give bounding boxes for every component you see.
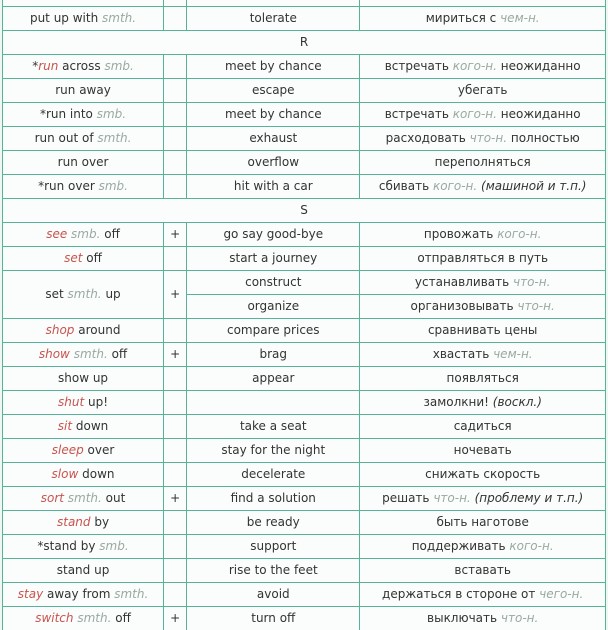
meaning-cell: go say good-bye (187, 223, 360, 247)
text-segment: кого-н. (509, 538, 554, 553)
plus-cell (164, 391, 187, 415)
plus-cell (164, 415, 187, 439)
plus-cell: + (164, 607, 187, 630)
plus-cell (164, 151, 187, 175)
text-segment: smth. (77, 610, 112, 625)
text-segment: up! (84, 394, 109, 409)
plus-cell (164, 367, 187, 391)
meaning-cell (187, 391, 360, 415)
verb-cell (3, 103, 164, 127)
text-segment: switch (35, 610, 74, 625)
meaning-cell: exhaust (187, 127, 360, 151)
table-row (3, 127, 606, 151)
text-segment: вставать (454, 562, 511, 577)
text-segment: out (101, 490, 126, 505)
plus-cell (164, 535, 187, 559)
section-letter-cell: R (3, 31, 606, 55)
table-row (3, 367, 606, 391)
verb-cell (3, 247, 164, 271)
text-segment: *stand by (37, 538, 100, 553)
text-segment: by (90, 514, 110, 529)
translation-cell (360, 463, 606, 487)
plus-cell: + (164, 487, 187, 511)
text-segment: smth. (102, 10, 137, 25)
text-segment: поддерживать (411, 538, 510, 553)
text-segment: сбивать (378, 178, 433, 193)
text-segment: *run over (38, 178, 99, 193)
text-segment: off (100, 226, 120, 241)
text-segment: чего-н. (539, 586, 584, 601)
text-segment: встречать (384, 58, 453, 73)
text-segment: smth. (67, 286, 102, 301)
verb-cell (3, 343, 164, 367)
text-segment: show (38, 346, 70, 361)
plus-cell (164, 55, 187, 79)
text-segment: down (78, 466, 115, 481)
text-segment: убегать (457, 82, 508, 97)
table-row (3, 559, 606, 583)
verb-cell (3, 415, 164, 439)
text-segment: put up with (29, 10, 103, 25)
text-segment: shop (45, 322, 75, 337)
text-segment: снижать скорость (425, 466, 541, 481)
meaning-cell: turn off (187, 607, 360, 630)
table-row (3, 7, 606, 31)
meaning-cell: rise to the feet (187, 559, 360, 583)
meaning-cell: escape (187, 79, 360, 103)
text-segment: smb. (96, 106, 127, 121)
table-row (3, 607, 606, 630)
text-segment: переполняться (434, 154, 531, 169)
text-segment: run over (57, 154, 109, 169)
text-segment: smb. (99, 538, 129, 553)
meaning-cell: construct (187, 271, 360, 295)
plus-cell: + (164, 343, 187, 367)
text-segment: off (107, 346, 128, 361)
meaning-cell: be ready (187, 511, 360, 535)
table-row (3, 319, 606, 343)
text-segment: что-н. (433, 490, 471, 505)
meaning-cell: avoid (187, 583, 360, 607)
text-segment: stand (56, 514, 91, 529)
translation-cell (360, 271, 606, 295)
text-segment: встречать (384, 106, 453, 121)
text-segment: over (83, 442, 115, 457)
phrasal-verb-table-body (3, 0, 606, 630)
text-segment: провожать (423, 226, 498, 241)
plus-cell (164, 319, 187, 343)
verb-cell (3, 7, 164, 31)
text-segment: мириться с (425, 10, 501, 25)
text-segment: замолкни! (423, 394, 493, 409)
text-segment: run (38, 58, 59, 73)
text-segment: smb. (71, 226, 101, 241)
text-segment: организовывать (410, 298, 518, 313)
plus-cell (164, 583, 187, 607)
table-row (3, 151, 606, 175)
text-segment: ночевать (453, 442, 512, 457)
plus-cell (164, 439, 187, 463)
text-segment: чем-н. (500, 10, 540, 25)
text-segment: устанавливать (414, 274, 513, 289)
text-segment: кого-н. (432, 178, 478, 193)
text-segment: see (46, 226, 68, 241)
plus-cell (164, 175, 187, 199)
text-segment: smb. (104, 58, 134, 73)
meaning-cell: meet by chance (187, 55, 360, 79)
table-row (3, 583, 606, 607)
table-row (3, 103, 606, 127)
text-segment: down (72, 418, 109, 433)
text-segment: smth. (67, 490, 102, 505)
text-segment: smth. (114, 586, 149, 601)
text-segment: кого-н. (452, 106, 497, 121)
verb-cell (3, 79, 164, 103)
text-segment: around (74, 322, 121, 337)
translation-cell (360, 319, 606, 343)
text-segment: stay (17, 586, 44, 601)
plus-cell: + (164, 223, 187, 247)
meaning-cell: brag (187, 343, 360, 367)
translation-cell (360, 223, 606, 247)
text-segment: *run into (39, 106, 97, 121)
meaning-cell: take a seat (187, 415, 360, 439)
translation-cell (360, 175, 606, 199)
meaning-cell: organize (187, 295, 360, 319)
table-row (3, 271, 606, 295)
plus-cell (164, 463, 187, 487)
verb-cell (3, 367, 164, 391)
text-segment: shut (58, 394, 85, 409)
text-segment: садиться (453, 418, 512, 433)
meaning-cell: tolerate (187, 7, 360, 31)
verb-cell (3, 319, 164, 343)
translation-cell (360, 511, 606, 535)
translation-cell (360, 103, 606, 127)
verb-cell (3, 175, 164, 199)
plus-cell (164, 79, 187, 103)
text-segment: up (101, 286, 121, 301)
meaning-cell: overflow (187, 151, 360, 175)
text-segment: хвастать (432, 346, 494, 361)
verb-cell (3, 271, 164, 319)
verb-cell (3, 559, 164, 583)
text-segment: run out of (34, 130, 98, 145)
verb-cell (3, 535, 164, 559)
plus-cell (164, 247, 187, 271)
verb-cell (3, 487, 164, 511)
text-segment: sort (40, 490, 64, 505)
section-letter-cell: S (3, 199, 606, 223)
translation-cell (360, 295, 606, 319)
text-segment: away from (43, 586, 115, 601)
text-segment: off (82, 250, 102, 265)
plus-cell (164, 127, 187, 151)
table-row (3, 511, 606, 535)
meaning-cell: decelerate (187, 463, 360, 487)
table-row (3, 439, 606, 463)
text-segment: run away (55, 82, 111, 97)
text-segment: сравнивать цены (427, 322, 538, 337)
translation-cell (360, 487, 606, 511)
text-segment: * (32, 58, 39, 73)
text-segment: (воскл.) (492, 394, 542, 409)
meaning-cell: hit with a car (187, 175, 360, 199)
meaning-cell: appear (187, 367, 360, 391)
plus-cell: + (164, 271, 187, 319)
text-segment: отправляться в путь (417, 250, 549, 265)
translation-cell (360, 55, 606, 79)
translation-cell (360, 79, 606, 103)
verb-cell (3, 127, 164, 151)
text-segment: расходовать (385, 130, 470, 145)
text-segment: выключать (427, 610, 501, 625)
translation-cell (360, 583, 606, 607)
text-segment: sit (57, 418, 73, 433)
verb-cell (3, 463, 164, 487)
text-segment: кого-н. (452, 58, 497, 73)
text-segment: что-н. (513, 274, 551, 289)
translation-cell (360, 127, 606, 151)
table-row (3, 463, 606, 487)
meaning-cell: find a solution (187, 487, 360, 511)
table-row (3, 391, 606, 415)
text-segment: неожиданно (496, 58, 581, 73)
table-row (3, 175, 606, 199)
text-segment: решать (382, 490, 434, 505)
table-row (3, 535, 606, 559)
text-segment: держаться в стороне от (382, 586, 540, 601)
text-segment: полностью (507, 130, 580, 145)
verb-cell (3, 511, 164, 535)
section-header-row (3, 31, 606, 55)
text-segment: что-н. (500, 610, 539, 625)
text-segment: off (111, 610, 131, 625)
verb-cell (3, 607, 164, 630)
meaning-cell: support (187, 535, 360, 559)
meaning-cell: meet by chance (187, 103, 360, 127)
text-segment: slow (51, 466, 79, 481)
translation-cell (360, 343, 606, 367)
verb-cell (3, 55, 164, 79)
text-segment: чем-н. (493, 346, 533, 361)
translation-cell (360, 559, 606, 583)
phrasal-verb-table (2, 0, 606, 630)
verb-cell (3, 151, 164, 175)
translation-cell (360, 7, 606, 31)
text-segment: smb. (98, 178, 128, 193)
meaning-cell: compare prices (187, 319, 360, 343)
text-segment: кого-н. (497, 226, 542, 241)
verb-cell (3, 223, 164, 247)
verb-cell (3, 391, 164, 415)
translation-cell (360, 391, 606, 415)
text-segment: что-н. (517, 298, 555, 313)
text-segment: быть наготове (436, 514, 529, 529)
text-segment: smth. (97, 130, 132, 145)
meaning-cell: stay for the night (187, 439, 360, 463)
section-header-row (3, 199, 606, 223)
table-row (3, 343, 606, 367)
table-row (3, 487, 606, 511)
table-row (3, 79, 606, 103)
text-segment: (машиной и т.п.) (481, 178, 587, 193)
text-segment: sleep (51, 442, 84, 457)
text-segment: (проблему и т.п.) (474, 490, 584, 505)
translation-cell (360, 247, 606, 271)
table-row (3, 247, 606, 271)
text-segment: появляться (446, 370, 519, 385)
text-segment: smth. (73, 346, 108, 361)
text-segment: stand up (56, 562, 110, 577)
translation-cell (360, 535, 606, 559)
verb-cell (3, 439, 164, 463)
text-segment: set (45, 286, 68, 301)
translation-cell (360, 439, 606, 463)
translation-cell (360, 607, 606, 630)
text-segment: неожиданно (496, 106, 581, 121)
translation-cell (360, 151, 606, 175)
translation-cell (360, 415, 606, 439)
verb-cell (3, 583, 164, 607)
plus-cell (164, 511, 187, 535)
text-segment: show up (58, 370, 109, 385)
table-row (3, 55, 606, 79)
plus-cell (164, 103, 187, 127)
text-segment: across (58, 58, 105, 73)
text-segment: что-н. (469, 130, 508, 145)
meaning-cell: start a journey (187, 247, 360, 271)
translation-cell (360, 367, 606, 391)
text-segment: set (64, 250, 83, 265)
table-row (3, 415, 606, 439)
table-row (3, 223, 606, 247)
plus-cell (164, 559, 187, 583)
plus-cell (164, 7, 187, 31)
